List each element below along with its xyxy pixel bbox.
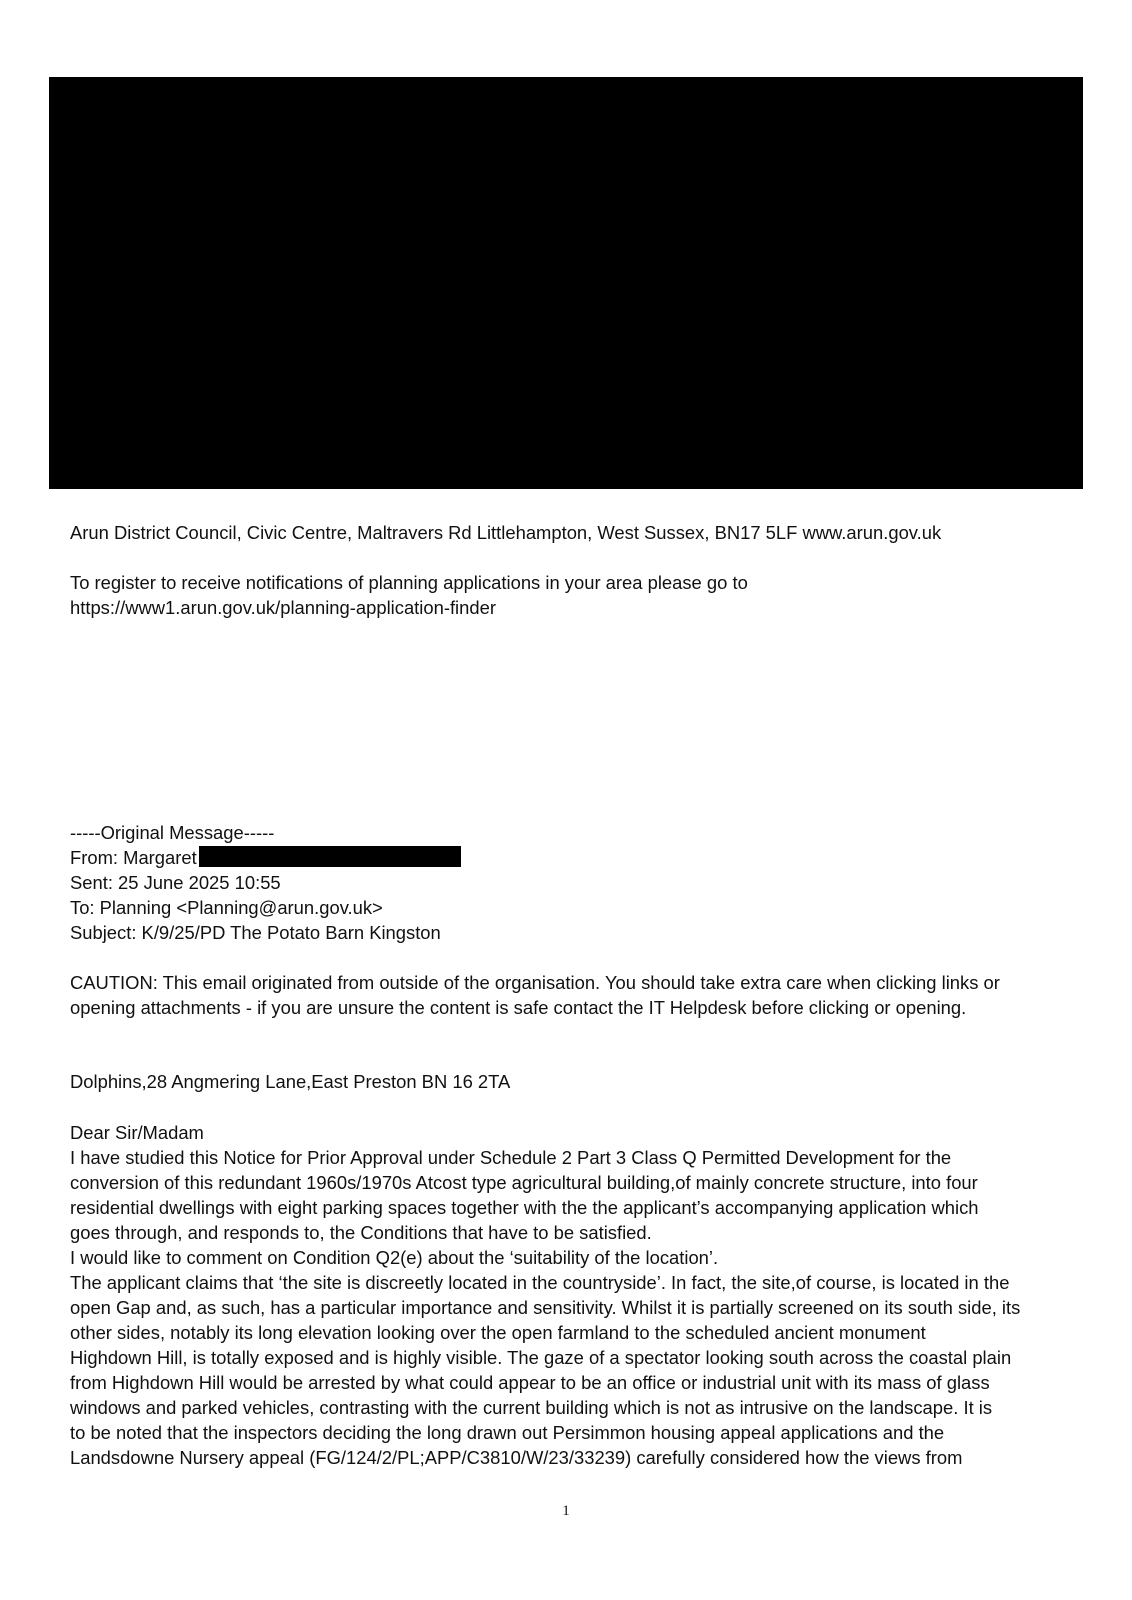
body-line: Landsdowne Nursery appeal (FG/124/2/PL;APP/C3810/W/23/33239) carefully considered how the views from [70,1447,963,1468]
email-subject: Subject: K/9/25/PD The Potato Barn Kingston [70,922,441,943]
body-line: windows and parked vehicles, contrasting with the current building which is not as intrusive on the landscape. It is [70,1397,993,1418]
body-line: residential dwellings with eight parking spaces together with the the applicant’s accompanying application which [70,1197,979,1218]
salutation: Dear Sir/Madam [70,1122,204,1143]
body-line: goes through, and responds to, the Conditions that have to be satisfied. [70,1222,652,1243]
body-line: from Highdown Hill would be arrested by what could appear to be an office or industrial unit with its mass of glass [70,1372,990,1393]
redaction-block-header [49,77,1083,489]
caution-line-1: CAUTION: This email originated from outside of the organisation. You should take extra care when clicking links or [70,972,1000,993]
body-line: The applicant claims that ‘the site is discreetly located in the countryside’. In fact, the site,of course, is located in the [70,1272,1010,1293]
body-line: open Gap and, as such, has a particular importance and sensitivity. Whilst it is partially screened on its south side, its [70,1297,1021,1318]
body-line: other sides, notably its long elevation looking over the open farmland to the scheduled ancient monument [70,1322,926,1343]
original-message-divider: -----Original Message----- [70,822,275,843]
caution-line-2: opening attachments - if you are unsure the content is safe contact the IT Helpdesk before clicking or opening. [70,997,967,1018]
body-line: conversion of this redundant 1960s/1970s Atcost type agricultural building,of mainly concrete structure, into four [70,1172,978,1193]
email-to: To: Planning <Planning@arun.gov.uk> [70,897,383,918]
register-notice: To register to receive notifications of planning applications in your area please go to [70,572,748,593]
body-line: to be noted that the inspectors deciding the long drawn out Persimmon housing appeal applications and the [70,1422,945,1443]
body-line: I would like to comment on Condition Q2(e) about the ‘suitability of the location’. [70,1247,719,1268]
register-link[interactable]: https://www1.arun.gov.uk/planning-application-finder [70,597,496,618]
redaction-block-surname [199,846,461,867]
email-from-text: From: Margaret [70,847,197,868]
body-line: I have studied this Notice for Prior Approval under Schedule 2 Part 3 Class Q Permitted Development for the [70,1147,952,1168]
body-line: Highdown Hill, is totally exposed and is highly visible. The gaze of a spectator looking south across the coastal plain [70,1347,1012,1368]
council-address: Arun District Council, Civic Centre, Maltravers Rd Littlehampton, West Sussex, BN17 5LF www.arun.gov.uk [70,522,942,543]
email-sent: Sent: 25 June 2025 10:55 [70,872,281,893]
sender-address: Dolphins,28 Angmering Lane,East Preston BN 16 2TA [70,1071,511,1092]
email-from [70,845,461,870]
page-number: 1 [562,1503,570,1519]
